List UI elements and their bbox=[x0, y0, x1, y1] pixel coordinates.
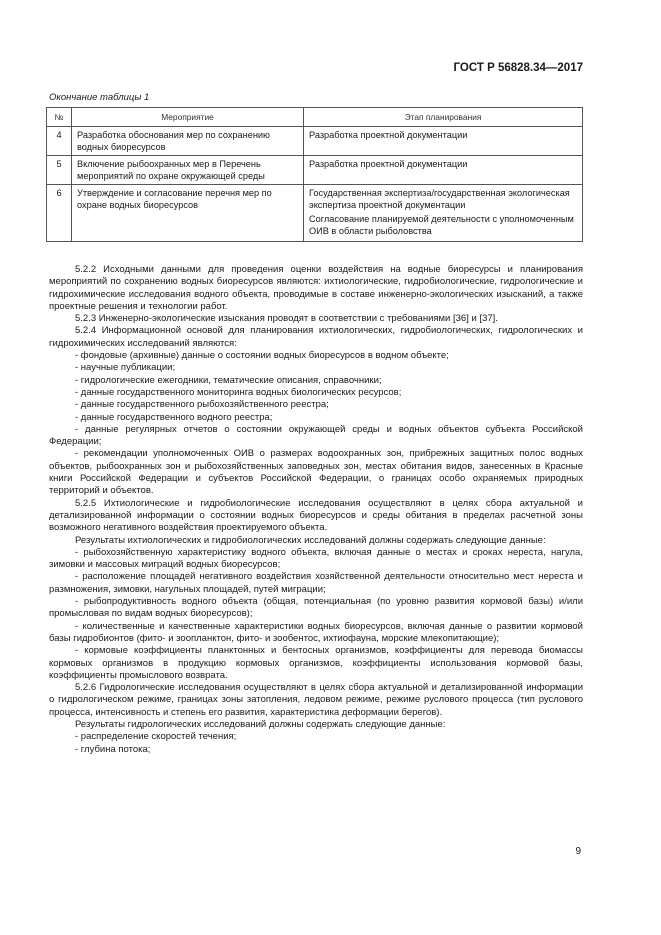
table-row bbox=[47, 185, 583, 242]
row-number: 6 bbox=[47, 185, 72, 242]
body-text bbox=[49, 264, 583, 756]
list-item: - данные регулярных отчетов о состоянии окружающей среды и водных объектов субъекта Российской Федерации; bbox=[49, 423, 583, 448]
document-code: ГОСТ Р 56828.34—2017 bbox=[453, 62, 583, 74]
list-item: - гидрологические ежегодники, тематические описания, справочники; bbox=[75, 374, 382, 386]
table-header-row bbox=[47, 108, 583, 127]
paragraph-results-hydro: Результаты гидрологических исследований должны содержать следующие данные: bbox=[75, 718, 446, 730]
list-item: - глубина потока; bbox=[75, 743, 151, 755]
list-item: - рекомендации уполномоченных ОИВ о размерах водоохранных зон, прибрежных защитных полос водных объектов, рыбоохранных зон и рыбохозяйственных заповедных зон, местах обитания видов, занесенных в Красные книги Российской Федерации и субъектов Российской Федерации, о границах особо охраняемых природных территорий и объектов. bbox=[49, 448, 583, 497]
row-number: 4 bbox=[47, 127, 72, 156]
stage-text: Разработка проектной документации bbox=[309, 159, 468, 169]
paragraph-5-2-5: 5.2.5 Ихтиологические и гидробиологические исследования осуществляют в целях сбора актуальной и детализированной информации о состоянии водных биоресурсов и среды обитания в пределах расчетной зоны возможного негативного воздействия проектируемого объекта. bbox=[49, 497, 583, 534]
stage-text: Разработка проектной документации bbox=[309, 130, 468, 140]
list-item: - фондовые (архивные) данные о состоянии водных биоресурсов в водном объекте; bbox=[75, 350, 449, 362]
page-number: 9 bbox=[575, 846, 581, 857]
measures-table bbox=[46, 107, 583, 242]
header-measure: Мероприятие bbox=[72, 108, 304, 127]
paragraph-5-2-4: 5.2.4 Информационной основой для планирования ихтиологических, гидробиологических, гидрологических и гидрохимических исследований являются: bbox=[49, 325, 583, 349]
list-item: - данные государственного мониторинга водных биологических ресурсов; bbox=[75, 386, 402, 398]
list-item: - рыбохозяйственную характеристику водного объекта, включая данные о местах и сроках нереста, нагула, зимовки и массовых миграций водных биоресурсов; bbox=[49, 546, 583, 571]
list-item: - данные государственного рыбохозяйственного реестра; bbox=[75, 399, 329, 411]
list-item: - рыбопродуктивность водного объекта (общая, потенциальная (по уровню развития кормовой базы) и/или промысловая по видам водных биоресурсов); bbox=[49, 596, 583, 620]
row-number: 5 bbox=[47, 156, 72, 185]
paragraph-5-2-6: 5.2.6 Гидрологические исследования осуществляют в целях сбора актуальной и детализированной информации о гидрологическом режиме, границах зоны затопления, ледовом режиме, режиме руслового процесса (тип руслового процесса, интенсивность и степень его развития, характеристика деформации берегов). bbox=[49, 682, 583, 718]
table-caption: Окончание таблицы 1 bbox=[49, 92, 150, 103]
list-item: - данные государственного водного реестра; bbox=[75, 411, 273, 423]
row-stage bbox=[304, 185, 583, 242]
list-item: - научные публикации; bbox=[75, 362, 176, 374]
row-stage bbox=[304, 156, 583, 185]
list-item: - кормовые коэффициенты планктонных и бентосных организмов, коэффициенты для перевода биомассы кормовых организмов в продукцию кормовых организмов, коэффициенты использования кормовой базы, коэффициенты промыслового возврата. bbox=[49, 645, 583, 681]
row-measure: Включение рыбоохранных мер в Перечень мероприятий по охране окружающей среды bbox=[72, 156, 304, 185]
paragraph-5-2-3: 5.2.3 Инженерно-экологические изыскания проводят в соответствии с требованиями [36] и [37]. bbox=[75, 313, 498, 325]
stage-text: Согласование планируемой деятельности с уполномоченным ОИВ в области рыболовства bbox=[309, 214, 574, 236]
list-item: - распределение скоростей течения; bbox=[75, 731, 237, 743]
table-row bbox=[47, 127, 583, 156]
stage-text: Государственная экспертиза/государственная экологическая экспертиза проектной документации bbox=[309, 188, 570, 210]
paragraph-results-ichthyo: Результаты ихтиологических и гидробиологических исследований должны содержать следующие данные: bbox=[75, 534, 546, 546]
list-item: - расположение площадей негативного воздействия хозяйственной деятельности относительно мест нереста и размножения, зимовки, нагульных площадей, путей миграции; bbox=[49, 571, 583, 595]
table-row bbox=[47, 156, 583, 185]
row-measure: Утверждение и согласование перечня мер по охране водных биоресурсов bbox=[72, 185, 304, 242]
list-item: - количественные и качественные характеристики водных биоресурсов, включая данные о развитии кормовой базы гидробионтов (фито- и зоопланктон, фито- и зообентос, ихтиофауна, морские млекопитающие); bbox=[49, 620, 583, 644]
row-measure: Разработка обоснования мер по сохранению водных биоресурсов bbox=[72, 127, 304, 156]
header-number: № bbox=[47, 108, 72, 127]
header-stage: Этап планирования bbox=[304, 108, 583, 127]
paragraph-5-2-2: 5.2.2 Исходными данными для проведения оценки воздействия на водные биоресурсы и планирования мероприятий по сохранению водных биоресурсов являются: ихтиологические, гидробиологические, гидрологические и гидрохимические исследования водного объекта, проводимые в составе инженерно-экологических изысканий, а также проектные решения и технологии работ. bbox=[49, 264, 583, 312]
row-stage bbox=[304, 127, 583, 156]
